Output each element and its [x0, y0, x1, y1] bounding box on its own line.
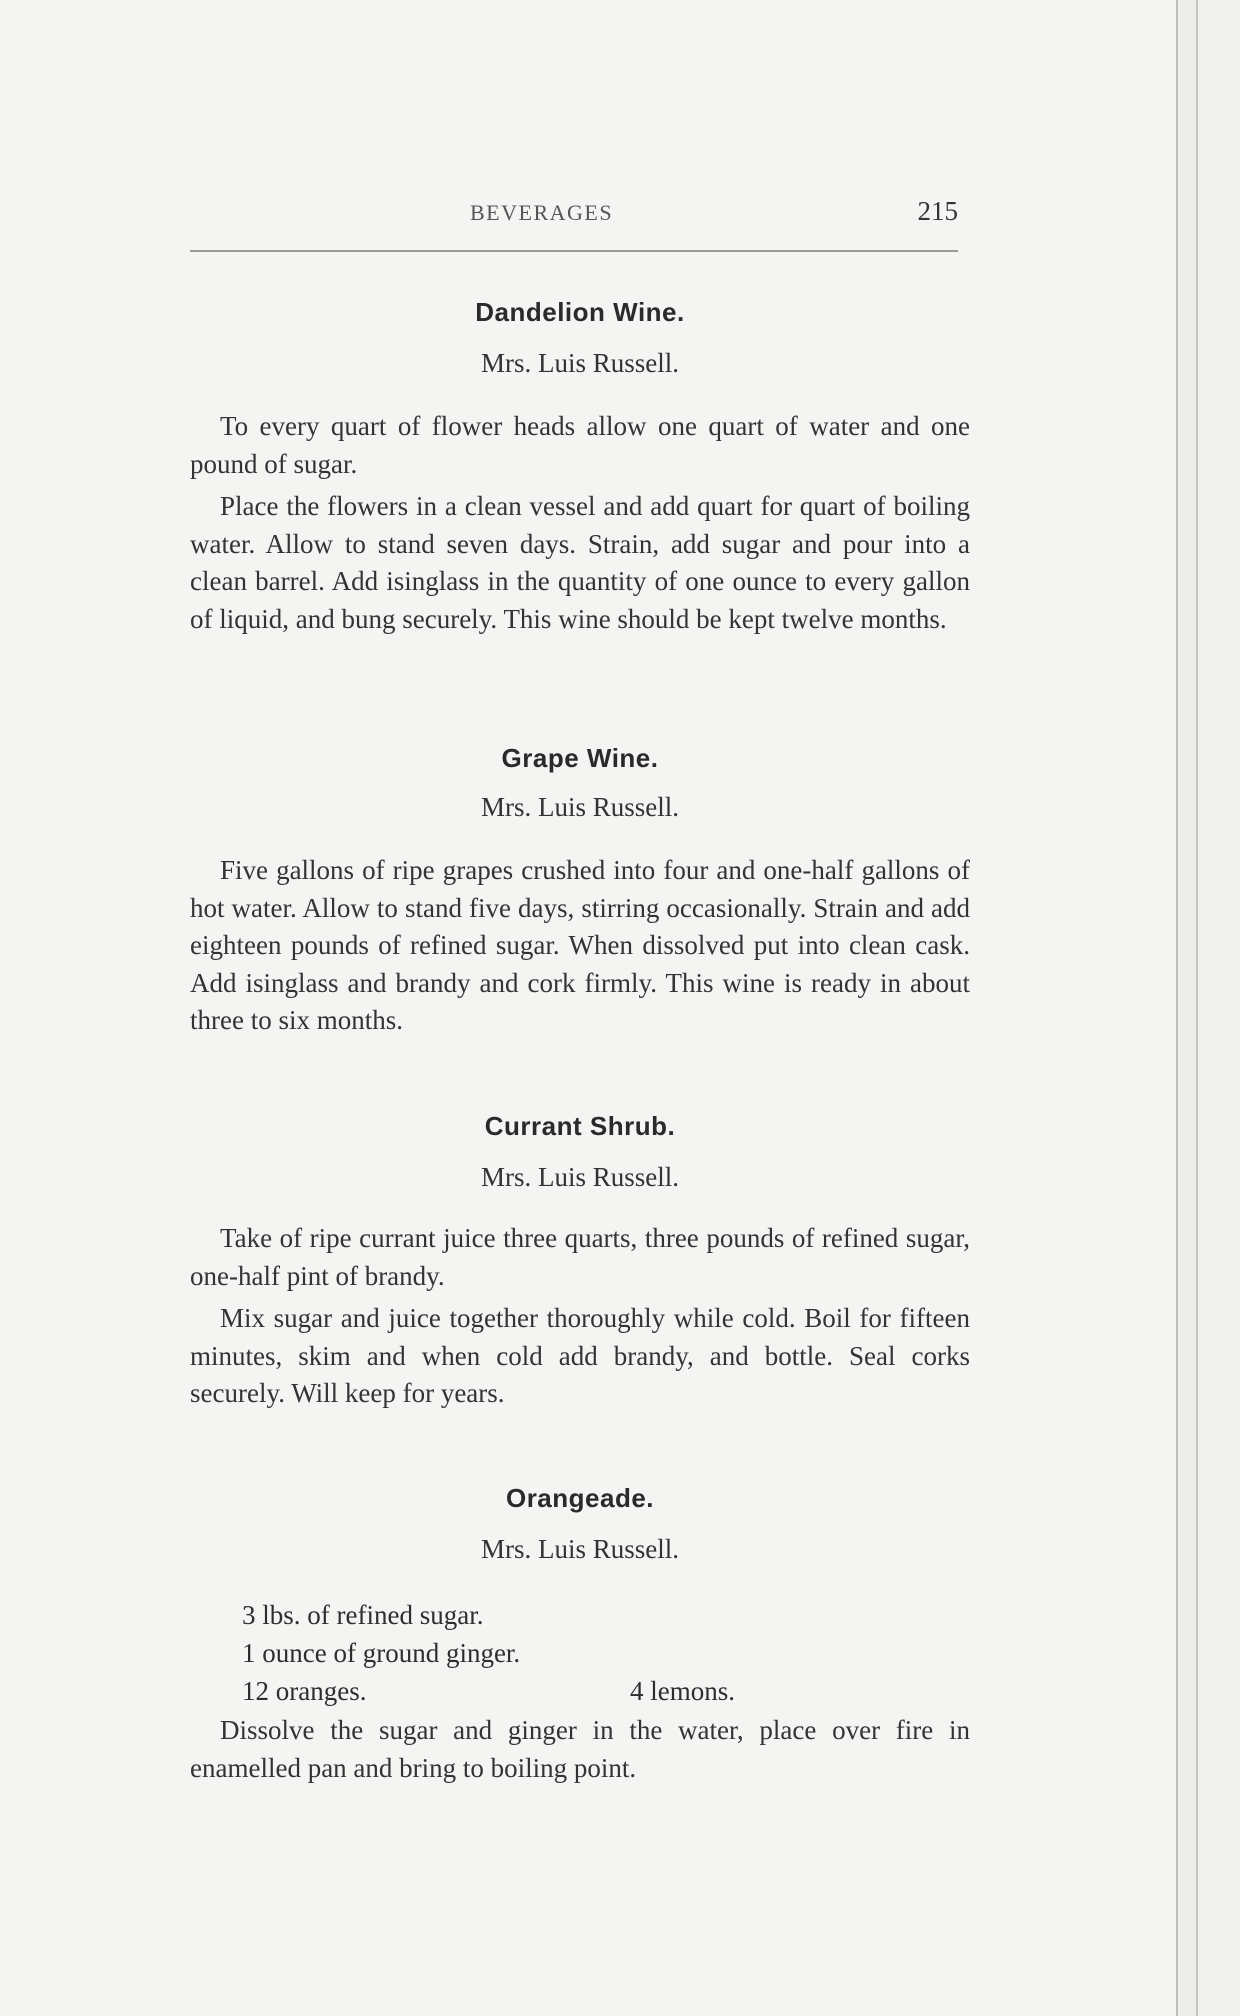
recipe-paragraph: Place the flowers in a clean vessel and add quart for quart of boiling water. Allow to stand seven days. Strain, add sugar and pour into a clean barrel. Add isinglass in the quantity of one ounce to every gallon of liquid, and bung securely. This wine should be kept twelve months.	[190, 491, 970, 634]
ingredient-list	[190, 1596, 970, 1710]
recipe-author: Mrs. Luis Russell.	[480, 1162, 680, 1192]
recipe-orangeade	[190, 1478, 970, 1787]
recipe-dandelion-wine	[190, 292, 970, 638]
ingredient-text: 12 oranges.	[242, 1676, 367, 1706]
recipe-currant-shrub	[190, 1106, 970, 1413]
page-number: 215	[917, 196, 958, 226]
recipe-author: Mrs. Luis Russell.	[480, 792, 680, 822]
recipe-paragraph: Take of ripe currant juice three quarts, three pounds of refined sugar, one-half pint of brandy.	[190, 1223, 970, 1291]
recipe-title: Currant Shrub.	[484, 1111, 676, 1141]
recipe-title: Orangeade.	[505, 1483, 655, 1513]
recipe-grape-wine	[190, 738, 970, 1040]
running-title: BEVERAGES	[470, 200, 614, 225]
running-head	[190, 196, 958, 240]
header-rule	[190, 250, 958, 252]
ingredient-text: 4 lemons.	[630, 1676, 735, 1706]
ingredient-item	[190, 1634, 970, 1672]
page-edge	[1198, 0, 1240, 2016]
ingredient-item	[190, 1596, 970, 1634]
page-edge	[1178, 0, 1196, 2016]
ingredient-text: 1 ounce of ground ginger.	[242, 1638, 521, 1668]
recipe-paragraph: Dissolve the sugar and ginger in the water, place over fire in enamelled pan and bring to boiling point.	[190, 1715, 970, 1783]
recipe-title: Grape Wine.	[501, 743, 659, 773]
recipe-author: Mrs. Luis Russell.	[480, 1534, 680, 1564]
recipe-paragraph: Mix sugar and juice together thoroughly while cold. Boil for fifteen minutes, skim and when cold add brandy, and bottle. Seal corks securely. Will keep for years.	[190, 1303, 970, 1408]
recipe-title: Dandelion Wine.	[475, 297, 685, 327]
recipe-author: Mrs. Luis Russell.	[480, 348, 680, 378]
recipe-paragraph: To every quart of flower heads allow one quart of water and one pound of sugar.	[190, 411, 970, 479]
ingredient-item	[190, 1672, 970, 1710]
recipe-paragraph: Five gallons of ripe grapes crushed into four and one-half gallons of hot water. Allow to stand five days, stirring occasionally. Strain and add eighteen pounds of refined sugar. When dissolved put into clean cask. Add isinglass and brandy and cork firmly. This wine is ready in about three to six months.	[190, 855, 970, 1035]
ingredient-text: 3 lbs. of refined sugar.	[242, 1600, 484, 1630]
